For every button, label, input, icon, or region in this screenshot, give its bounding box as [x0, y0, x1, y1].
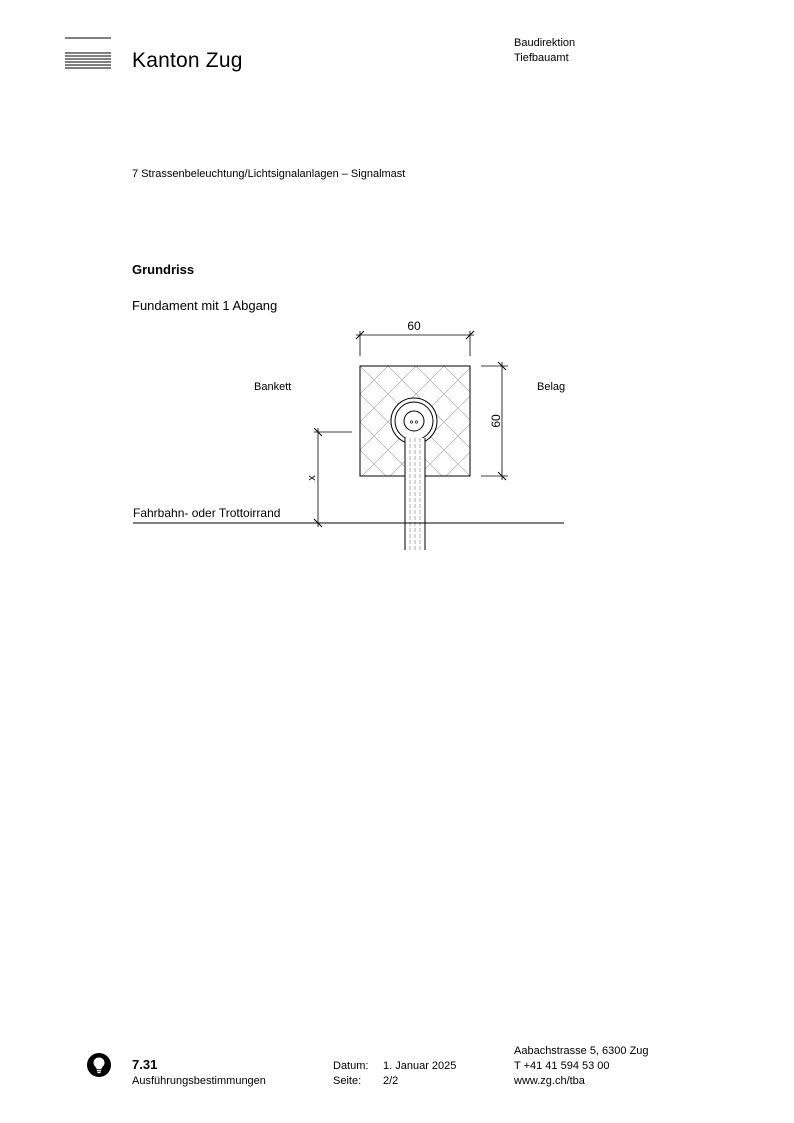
dim-width-label: 60	[407, 319, 421, 333]
office-name: Tiefbauamt	[514, 52, 569, 64]
footer-phone: T +41 41 594 53 00	[514, 1060, 610, 1072]
width-dimension	[356, 331, 474, 356]
conduit-pipe	[405, 438, 425, 550]
page-value: 2/2	[383, 1075, 399, 1087]
page-heading: Grundriss	[132, 262, 195, 277]
footer-web-link[interactable]: www.zg.ch/tba	[514, 1075, 585, 1087]
document-number: 7.31	[132, 1057, 158, 1072]
department-name: Baudirektion	[514, 37, 576, 49]
page-label: Seite:	[333, 1075, 362, 1087]
road-edge-label: Fahrbahn- oder Trottoirrand	[133, 506, 281, 520]
dim-x-label: x	[306, 475, 318, 481]
date-label: Datum:	[333, 1060, 369, 1072]
x-dimension	[314, 428, 352, 527]
document-type: Ausführungsbestimmungen	[132, 1075, 266, 1087]
belag-label: Belag	[537, 381, 566, 393]
date-value: 1. Januar 2025	[383, 1060, 457, 1072]
logo-text: Kanton Zug	[132, 49, 243, 72]
drawing-subheading: Fundament mit 1 Abgang	[132, 298, 278, 313]
lightbulb-icon	[87, 1053, 111, 1077]
mast-icon	[391, 398, 437, 444]
section-title: 7 Strassenbeleuchtung/Lichtsignalanlagen – Signalmast	[132, 168, 406, 180]
dim-height-label: 60	[489, 414, 503, 428]
bankett-label: Bankett	[254, 381, 292, 393]
footer-address: Aabachstrasse 5, 6300 Zug	[514, 1045, 649, 1057]
